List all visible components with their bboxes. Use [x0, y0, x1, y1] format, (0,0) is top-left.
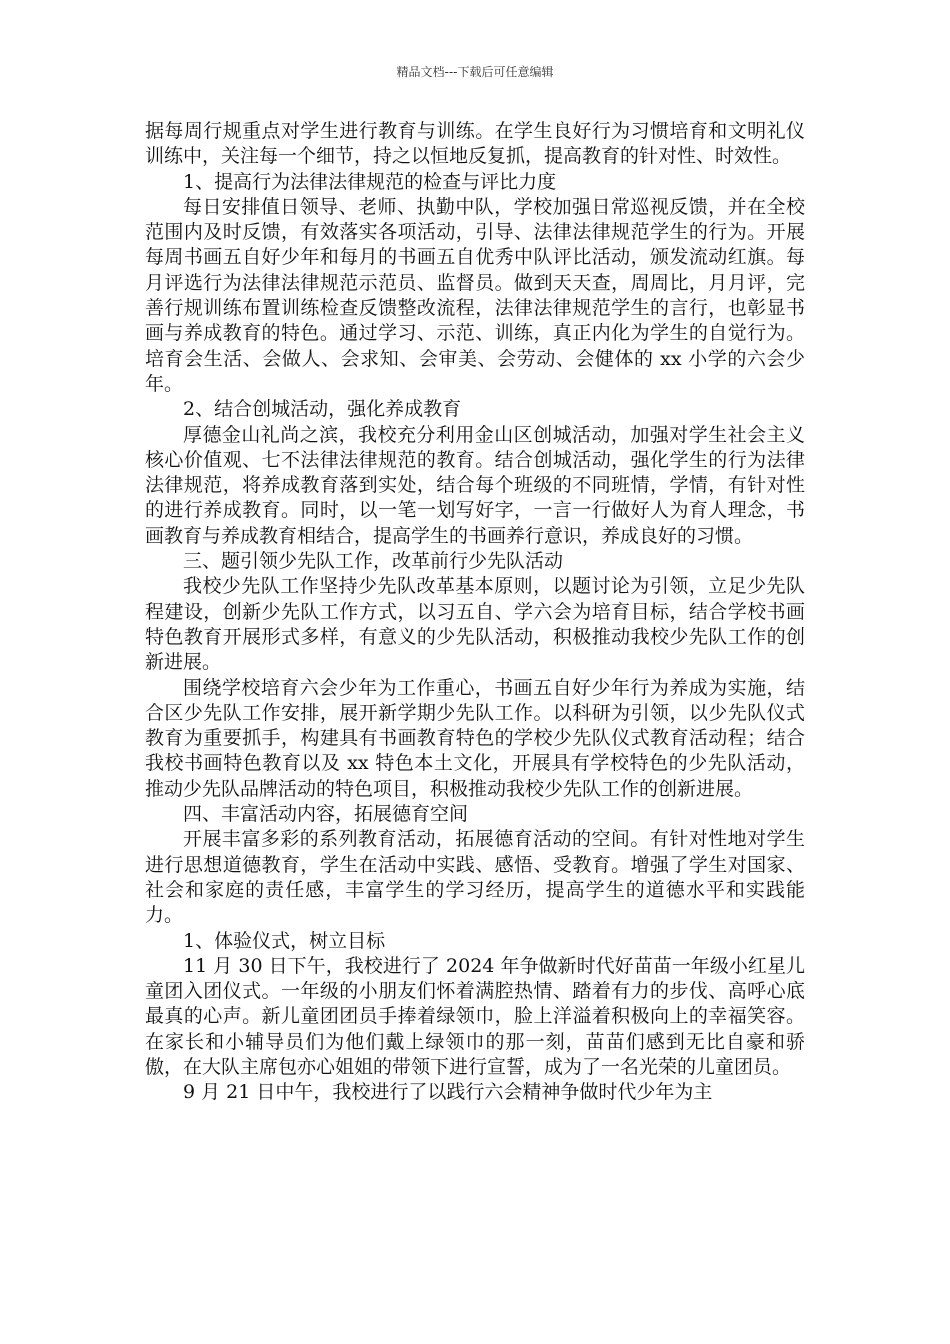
paragraph: 9 月 21 日中午，我校进行了以践行六会精神争做时代少年为主 [183, 1081, 713, 1104]
paragraph: 围绕学校培育六会少年为工作重心，书画五自好少年行为养成为实施，结合区少先队工作安排，展开新学期少先队工作。以科研为引领，以少先队仪式教育为重要抓手，构建具有书画教育特色的学校少先队仪式教育活动程；结合我校书画特色教育以及 xx 特色本土文化，开展具有学校特色的少先队活动，推动少先队品牌活动的特色项目，积极推动我校少先队工作的创新进展。 [145, 676, 805, 800]
paragraph: 11 月 30 日下午，我校进行了 2024 年争做新时代好苗苗一年级小红星儿童团入团仪式。一年级的小朋友们怀着满腔热情、踏着有力的步伐、高呼心底最真的心声。新儿童团团员手捧着绿领巾，脸上洋溢着积极向上的幸福笑容。在家长和小辅导员们为他们戴上绿领巾的那一刻，苗苗们感到无比自豪和骄傲，在大队主席包亦心姐姐的带领下进行宣誓，成为了一名光荣的儿童团员。 [145, 954, 805, 1078]
section-heading: 三、题引领少先队工作，改革前行少先队活动 [183, 550, 564, 573]
page-header: 精品文档---下载后可任意编辑 [396, 65, 554, 79]
section-heading: 四、丰富活动内容，拓展德育空间 [183, 803, 469, 826]
paragraph-continued: 据每周行规重点对学生进行教育与训练。在学生良好行为习惯培育和文明礼仪训练中，关注每一个细节，持之以恒地反复抓，提高教育的针对性、时效性。 [145, 120, 805, 168]
paragraph: 我校少先队工作坚持少先队改革基本原则，以题讨论为引领，立足少先队程建设，创新少先队工作方式，以习五自、学六会为培育目标，结合学校书画特色教育开展形式多样，有意义的少先队活动，积极推动我校少先队工作的创新进展。 [145, 575, 805, 674]
document-body [145, 119, 805, 1106]
section-heading: 1、体验仪式，树立目标 [183, 929, 386, 952]
section-heading: 1、提高行为法律法律规范的检查与评比力度 [183, 170, 557, 193]
paragraph: 厚德金山礼尚之滨，我校充分利用金山区创城活动，加强对学生社会主义核心价值观、七不法律法律规范的教育。结合创城活动，强化学生的行为法律法律规范，将养成教育落到实处，结合每个班级的不同班情，学情，有针对性的进行养成教育。同时，以一笔一划写好字，一言一行做好人为育人理念，书画教育与养成教育相结合，提高学生的书画养行意识，养成良好的习惯。 [145, 423, 805, 547]
section-heading: 2、结合创城活动，强化养成教育 [183, 398, 462, 421]
paragraph: 每日安排值日领导、老师、执勤中队，学校加强日常巡视反馈，并在全校范围内及时反馈，有效落实各项活动，引导、法律法律规范学生的行为。开展每周书画五自好少年和每月的书画五自优秀中队评比活动，颁发流动红旗。每月评选行为法律法律规范示范员、监督员。做到天天查，周周比，月月评，完善行规训练布置训练检查反馈整改流程，法律法律规范学生的言行，也彰显书画与养成教育的特色。通过学习、示范、训练，真正内化为学生的自觉行为。培育会生活、会做人、会求知、会审美、会劳动、会健体的 xx 小学的六会少年。 [145, 195, 805, 395]
paragraph: 开展丰富多彩的系列教育活动，拓展德育活动的空间。有针对性地对学生进行思想道德教育，学生在活动中实践、感悟、受教育。增强了学生对国家、社会和家庭的责任感，丰富学生的学习经历，提高学生的道德水平和实践能力。 [145, 828, 805, 927]
